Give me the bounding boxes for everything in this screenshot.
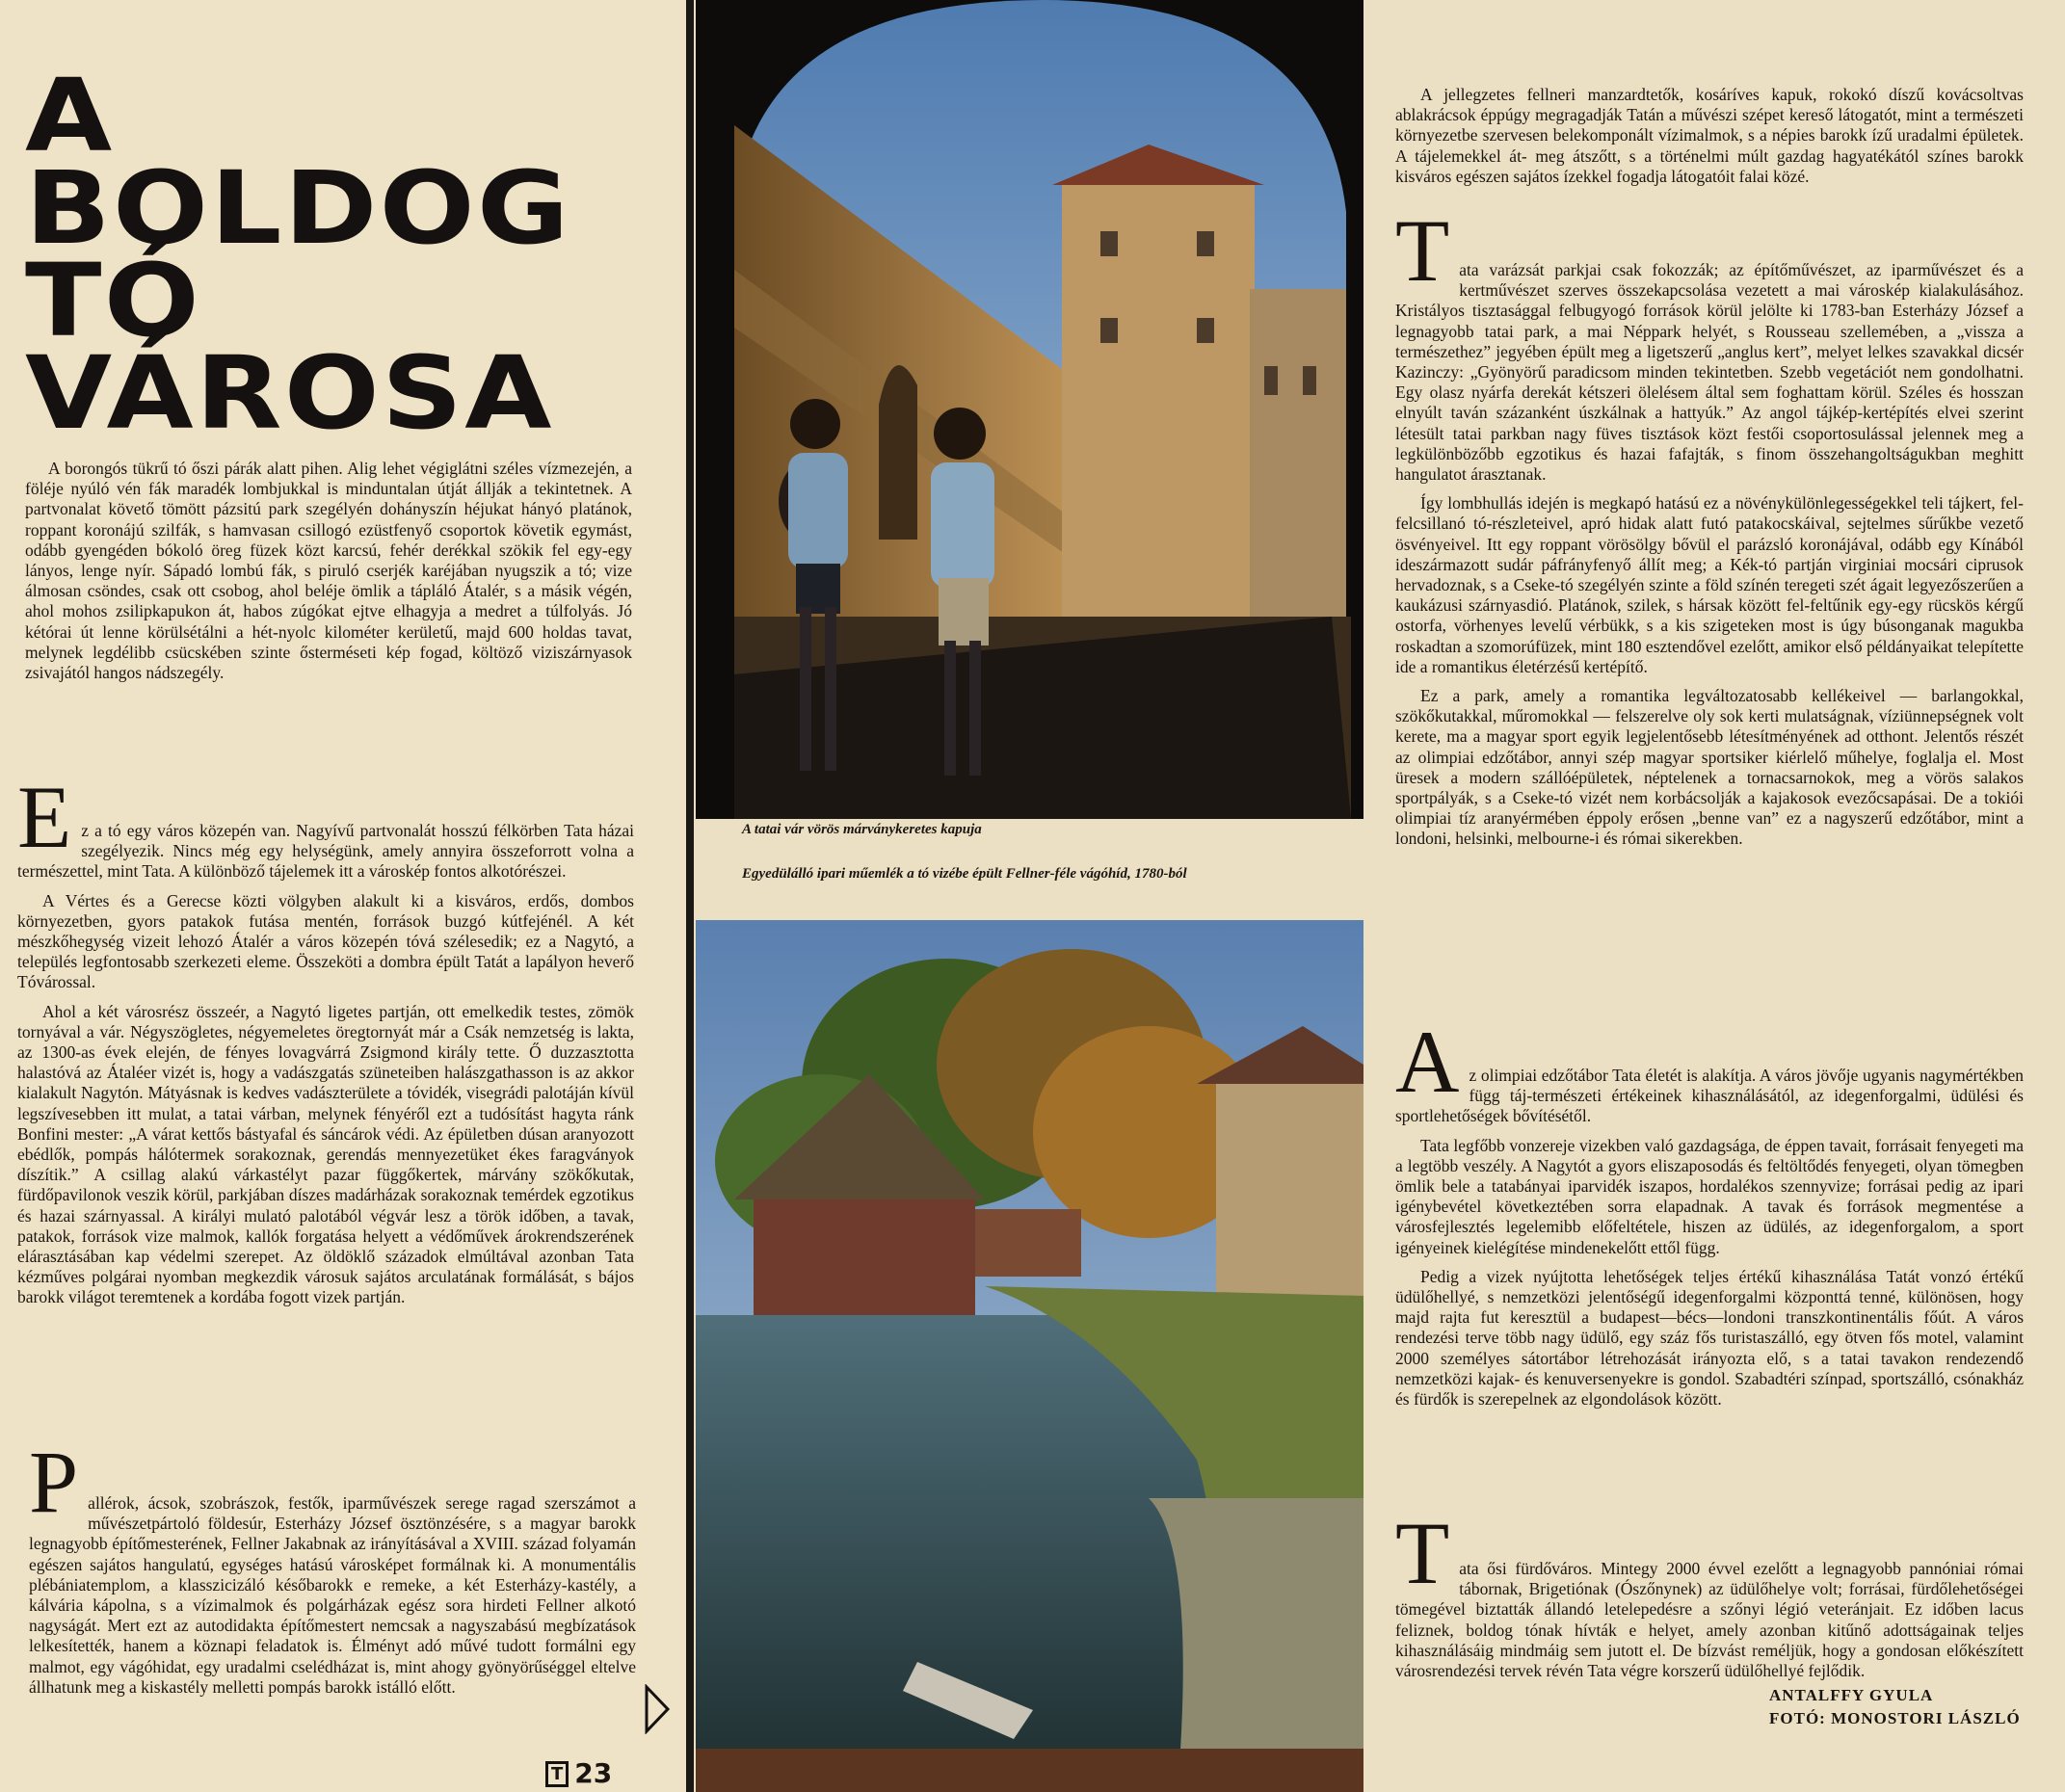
author-credit: ANTALFFY GYULA: [1769, 1686, 1934, 1704]
drop-cap-t: T: [1395, 201, 1450, 300]
headline-line-2: BOLDOG: [25, 149, 571, 267]
page-number: [545, 1757, 612, 1789]
article-headline: [25, 57, 737, 452]
paragraph: Így lombhullás idején is megkapó hatású ez a növénykülönlegességekkel teli tájkert, fel-felcsillanó tó-részleteivel, apró hidak alatt futó patakocskáival, sejtelmes sűrűkbe vezető ösvényeivel. Itt egy roppant vörösölgy bővül el parázsló koronájával, odább egy Kínából ideszármazott sudár páfrányfenyő állít meg; a Kék-tó partján virginiai mocsári ciprusok hervadoznak, s a Cseke-tó szegélyén szinte a föld színén teregeti szét ágait legyezőszerűen a kaukázusi szárnyasdió. Platánok, szilek, s hársak között fel-feltűnik egy-egy rücskös kérgű ostorfa, vörhenyes levelű vérbükk, s a kis szigeteken most is úgy búsonganak magukba roskadtan a szomorúfüzek, mint 180 esztendővel ezelőtt, amikor első példányaikat telepítette ide a romantikus életérzésű kertépítő.: [1395, 493, 2024, 676]
paragraph: z olimpiai edzőtábor Tata életét is alakítja. A város jövője ugyanis nagymértékben függ táj-természeti értékeinek kihasználásától, az idegenforgalmi, üdülési és sportlehetőségek bővítésétől.: [1395, 1066, 2024, 1126]
paragraph: Pedig a vizek nyújtotta lehetőségek teljes értékű kihasználása Tatát vonzó értékű üdülőhellyé, s nemzetközi jelentőségű idegenforgalmi központtá tenné, különösen, hogy majd rajta fut keresztül a budapest—bécs—londoni transzkontinentális főút. A város rendezési terve több nagy üdülő, egy száz fős turistaszálló, egy ötven fős motel, valamint 2000 személyes sátortábor létrehozását irányozta elő, s a tatai tavakon rendezendő nemzetközi kajak- és kenuversenyekre is gondol. Szabadtéri színpad, sportszálló, csónakház és fürdők is szerepelnek az elgondolások között.: [1395, 1266, 2024, 1410]
right-intro: [1395, 85, 2024, 196]
paragraph: ata varázsát parkjai csak fokozzák; az építőművészet, az iparművészet és a kertművészet szerves összekapcsolása vezetett a mai városkép kialakulásához. Kristályos tisztasággal felbugyogó források körül jelölte ki 1783-ban Esterházy József a legnagyobb tatai park, a mai Néppark helyét, s Rousseau szellemében, a „vissza a természethez” jegyében épült meg a ligetszerű „anglus kert”, melyet lelkes szavakkal dicsér Kazinczy: „Gyönyörű paradicsom minden tekintetben. Szebb vegetációt nem gondolhatni. Egy olasz nyárfa derekát kétszeri ölelésem által sem foghattam körül. Széles és hosszan elnyúlt taván százanként úszkálnak a hattyúk.” Az angol tájkép-kertépítés elvei szerint létesült tatai parkban nagy füves tisztások közt festői csoportosulással jelennek meg a legkülönbözőbb egzotikus és hazai fafajták, s finom összehangoltságukban meghitt hangulatot árasztanak.: [1395, 260, 2024, 485]
drop-cap-t: T: [1395, 1504, 1450, 1602]
page-number-value: 23: [574, 1757, 613, 1789]
continue-arrow-icon: [644, 1684, 671, 1734]
photo-credit: FOTÓ: MONOSTORI LÁSZLÓ: [1769, 1709, 2021, 1727]
magazine-logo: T: [545, 1761, 569, 1787]
right-section-2: [1395, 1013, 2024, 1418]
left-section-2: [17, 768, 634, 1317]
lake-mill-photo: [696, 920, 1363, 1792]
paragraph: Tata legfőbb vonzereje vizekben való gazdagsága, de éppen tavait, forrásait fenyegeti ma a legtöbb veszély. A Nagytót a gyors eliszaposodás és feltöltődés fenyegeti, olyan tömegben ömlik bele a tatabányai iparvidék iszapos, hordalékos szennyvize; forrásai pedig az ipari igénybevétel következtében sorra elapadnak. A tavak és források megmentése a városfejlesztés legelemibb előfeltétele, hiszen az üdülés, az idegenforgalom, a sport igényeinek kielégítése mindenekelőtt ettől függ.: [1395, 1135, 2024, 1257]
drop-cap-a: A: [1395, 1013, 1460, 1111]
paragraph: allérok, ácsok, szobrászok, festők, iparművészek serege ragad szerszámot a művészetpártoló földesúr, Esterházy József ösztönzésére, s a magyar barokk legnagyobb építőmesterének, Fellner Jakabnak az irányításával a XVIII. század folyamán egészen sajátos hangulatú, egységes hatású városképet formálnak ki. A monumentális plébániatemplom, a klasszicizáló későbarokk e remeke, a két Esterházy-kastély, a kálvária kápolna, s a vízimalmok és polgárházak egész sora hirdeti Fellner alkotó nagyságát. Mert ezt az autodidakta építőmestert nemcsak a nagyszabású megbízatások lelkesítették, hanem a köznapi feladatok is. Élményt adó művé tudott formálni egy malmot, egy vágóhidat, egy uradalmi cselédházat is, mint ahogy gyönyörűséggel eltelve állhatunk meg a kiskastély melletti pompás barokk istálló előtt.: [29, 1493, 636, 1697]
paragraph: A Vértes és a Gerecse közti völgyben alakult ki a kisváros, erdős, dombos környezetben, gyors patakok futása mentén, források buzgó kútfejénél. A két mészkőhegység vizeit lehozó Átalér a város közepén tóvá szélesedik; ez a Nagytó, a település legfontosabb szerkezeti eleme. Összeköti a dombra épült Tatát a lapályon heverő Tóvárossal.: [17, 890, 634, 992]
paragraph: Ez a park, amely a romantika legváltozatosabb kellékeivel — barlangokkal, szökőkutakkal, műromokkal — felszerelve oly sok kerti mulatságnak, víziünnepségnek volt kerete, ma a magyar sport egyik legjelentősebb létesítményének ad otthont. Jelentős részét az olimpiai edzőtábor, annyi szép magyar sportsiker kiérlelő műhelye, foglalja el. Most üresek a modern szállóépületek, néptelenek a tornacsarnokok, meg a vörös salakos sportpályák, s a Cseke-tó vizét nem korbácsolják a kajakosok evezőcsapásai. De a tokiói olimpiai tíz aranyérmében éppoly erősen „benne van” ez a nagyszerű edzőtábor, mint a londoni, helsinki, melbourne-i és római sikerekben.: [1395, 686, 2024, 849]
paragraph: z a tó egy város közepén van. Nagyívű partvonalát hosszú félkörben Tata házai szegélyezik. Nincs még egy helységünk, amely annyira összeforrott volna a természettel, mint Tata. A különböző tájelemek itt a városkép fontos alkotórészei.: [17, 821, 634, 882]
drop-cap-p: P: [29, 1433, 79, 1531]
castle-photo-caption: A tatai vár vörös márványkeretes kapuja: [742, 822, 982, 837]
right-section-1: [1395, 201, 2024, 858]
left-intro: [25, 459, 632, 692]
left-section-3: [29, 1433, 636, 1706]
paragraph: Ahol a két városrész összeér, a Nagytó ligetes partján, ott emelkedik testes, zömök tornyával a vár. Négyszögletes, négyemeletes öregtornyát már a Csák nemzetség is lakta, az 1300-as évek elején, de fényes lovagvárrá Zsigmond király tette. Ő duzzasztotta halastóvá az Átaléer vizét is, hogy a vadászgatás szüneteiben halászgathasson is az akkor kialakult Nagytón. Mátyásnak is kedves vadászterülete a tóvidék, visegrádi palotáján kívül legszívesebben itt mulat, a tatai várban, melynek fényéről ezt a tudósítást hagyta ránk Bonfini mester: „A várat kettős bástyafal és sáncárok védi. Az épületben dúsan aranyozott ebédlők, pompás hálótermek sorakoznak, gerendás mennyezetüket ékes faragványok díszítik.” A csillag alakú várkastélyt pazar függőkertek, márvány szökőkutak, fürdőpavilonok veszik körül, parkjában díszes madárházak sorakoznak temérdek egzotikus és hazai szárnyassal. A királyi mulató palotából végvár lesz a török időben, a tavak, patakok, források vize malmok, kallók forgatása helyett a védőművek árokrendszerének elárasztásában kap védelmi szerepet. Az öldöklő századok elmúltával azonban Tata kézműves polgárai nyomban megkezdik városuk sajátos arculatának formálását, s bájos barokk világot teremtenek a kordába fogott vizek partján.: [17, 1001, 634, 1307]
castle-gate-photo: [696, 0, 1363, 819]
headline-line-4: VÁROSA: [25, 334, 554, 452]
drop-cap-e: E: [17, 768, 72, 866]
paragraph: A jellegzetes fellneri manzardtetők, kosáríves kapuk, rokokó díszű kovácsoltvas ablakrácsok éppúgy megragadják Tatán a művészi szépet kereső látogatót, mint a természeti környezetbe szervesen belekomponált vízimalmok, s a népies barokk ízű uradalmi épületek. A tájelemekkel át- meg átszőtt, s a történelmi múlt gazdag hagyatékától színes barokk kisváros egészen sajátos ízekkel fogadja látogatóit falai közé.: [1395, 85, 2024, 186]
mill-photo-caption: Egyedülálló ipari műemlék a tó vizébe épült Fellner-féle vágóhíd, 1780-ból: [742, 866, 1187, 882]
right-section-3: [1395, 1504, 2024, 1690]
paragraph: ata ősi fürdőváros. Mintegy 2000 évvel ezelőtt a legnagyobb pannóniai római tábornak, Brigetiónak (Ószőnynek) az üdülőhelye volt; forrásai, fürdőlehetőségei tömegével biztatták állandó letelepedésre a szőnyi légió veteránjait. Ez időben lacus feliznek, boldog tónak hívták e helyet, amely azonban kitűnő adottságainak teljes kihasználásáig mindmáig sem jutott el. De bízvást reméljük, hogy a gondosan előkészített városrendezési tervek révén Tata végre korszerű üdülőhellyé fejlődik.: [1395, 1559, 2024, 1681]
left-intro-paragraph: A borongós tükrű tó őszi párák alatt pihen. Alig lehet végiglátni széles vízmezején, a föléje nyúló vén fák maradék lombjukkal is minduntalan útját állják a tekintetnek. A partvonalat követő tömött pázsitú park szegélyén dohányszín héjukat hányó platánok, roppant koronájú szilfák, s hamvasan csillogó ezüstfenyő csoportok követik egymást, odább gyengéden bókoló öreg füzek közt karcsú, fehér derékkal szökik fel egy-egy lányos, lenge nyír. Sápadó lombú fák, s piruló cserjék karéjában nyugszik a tó; vize álmosan csöndes, csak ott csobog, ahol beléje ömlik a tápláló Átalér, s a másik végén, ahol mohos zsilipkapukon át, habos zúgókat ejtve elhagyja a medret a túlfolyás. Jó kétórai út lenne körülsétálni a hét-nyolc kilométer kerületű, majd 600 holdas tavat, melynek legdélibb csücskében szinte ősterméseti kép fogad, költöző viziszárnyasok zsivajától hangos nádszegély.: [25, 459, 632, 683]
headline-line-1: A: [25, 57, 115, 174]
headline-line-3: TÓ: [25, 242, 201, 359]
